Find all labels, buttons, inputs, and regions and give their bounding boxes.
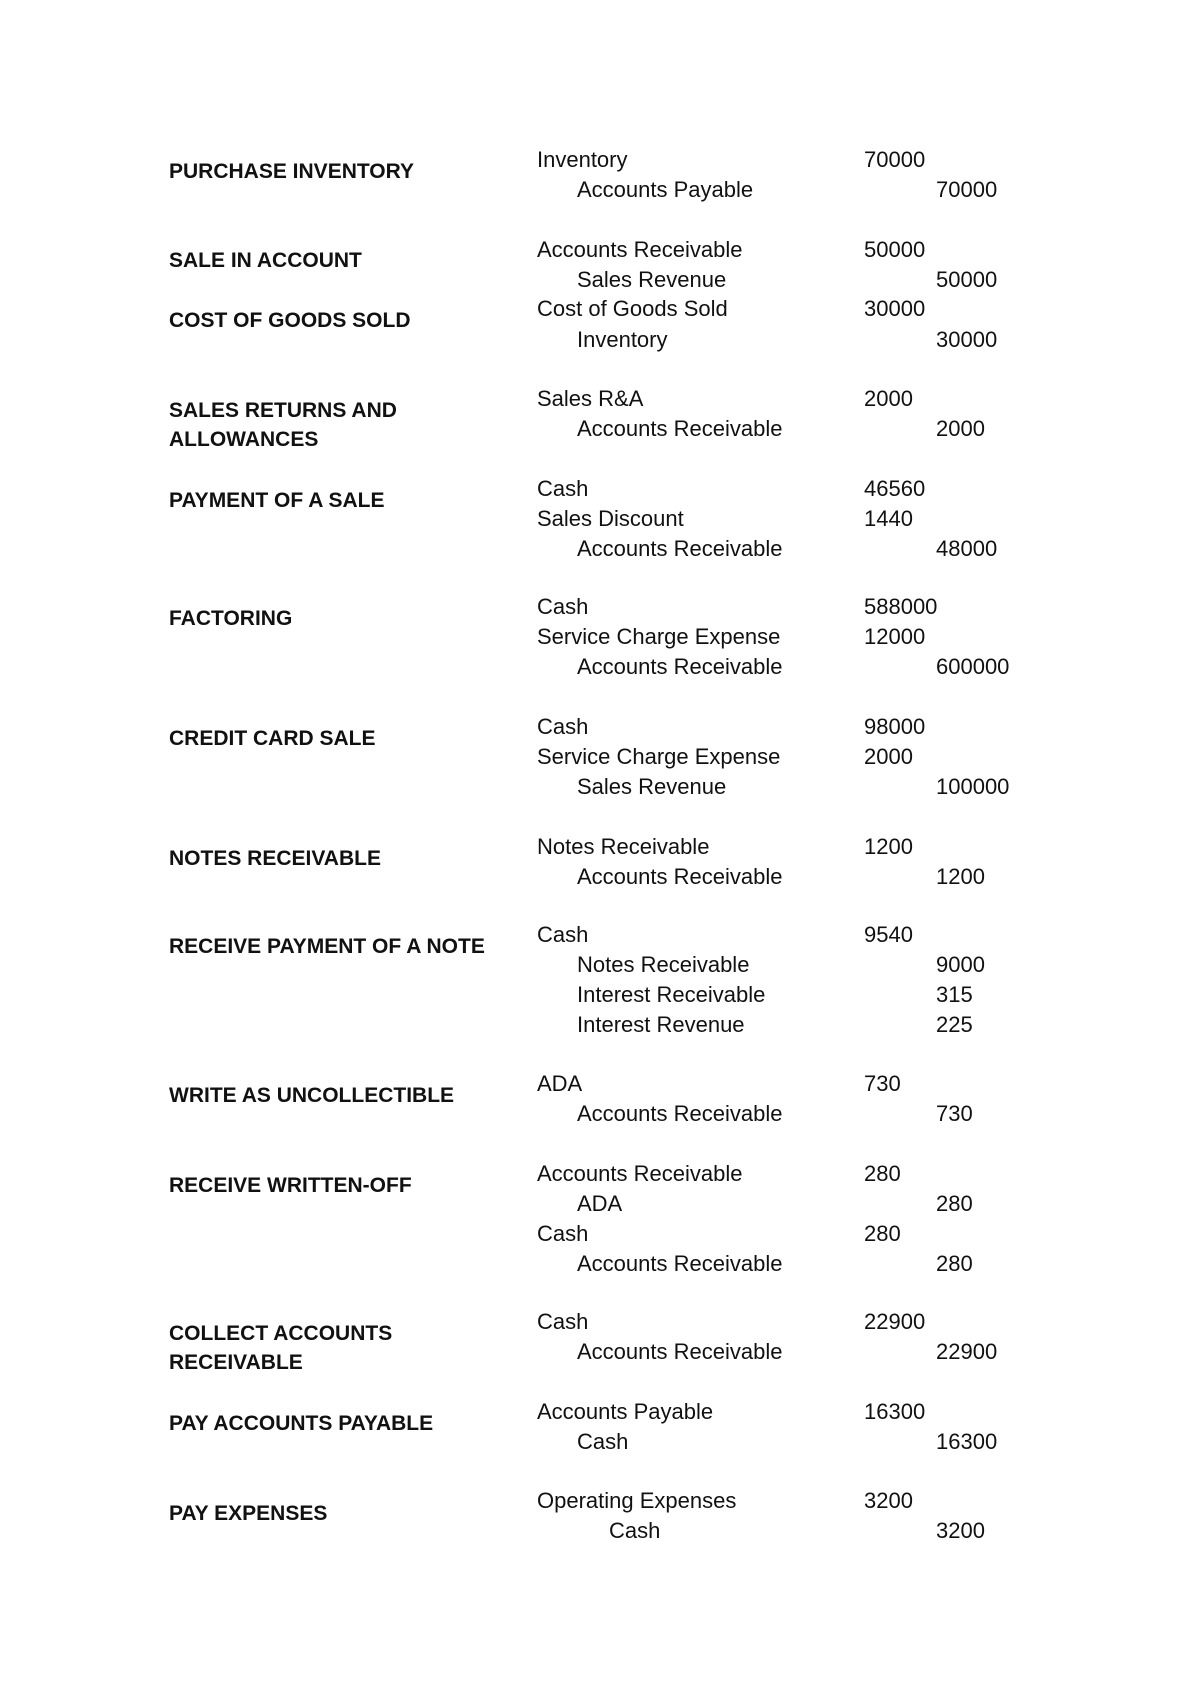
entry-title: SALES RETURNS AND ALLOWANCES bbox=[169, 399, 397, 451]
journal-line bbox=[0, 592, 1200, 622]
entry-title: NOTES RECEIVABLE bbox=[169, 847, 381, 870]
debit-amount: 30000 bbox=[864, 296, 926, 321]
debit-amount: 46560 bbox=[864, 476, 926, 501]
credit-amount: 730 bbox=[936, 1101, 973, 1126]
credit-amount: 280 bbox=[936, 1251, 973, 1276]
credit-account: Cash bbox=[577, 1429, 629, 1454]
journal-line bbox=[0, 622, 1200, 652]
entry-title: PURCHASE INVENTORY bbox=[169, 160, 415, 183]
credit-amount: 70000 bbox=[936, 177, 998, 202]
journal-line bbox=[0, 1219, 1200, 1249]
journal-line bbox=[0, 1069, 1200, 1099]
credit-amount: 1200 bbox=[936, 864, 985, 889]
journal-line bbox=[0, 652, 1200, 682]
credit-account: Sales Revenue bbox=[577, 774, 727, 799]
credit-account: Accounts Payable bbox=[577, 177, 754, 202]
entry-title: FACTORING bbox=[169, 607, 293, 630]
debit-account: Accounts Receivable bbox=[537, 237, 743, 262]
debit-account: Service Charge Expense bbox=[537, 624, 781, 649]
credit-amount: 100000 bbox=[936, 774, 1010, 799]
journal-line bbox=[0, 504, 1200, 534]
journal-line bbox=[0, 1427, 1200, 1457]
debit-account: Cost of Goods Sold bbox=[537, 296, 728, 321]
journal-line bbox=[0, 920, 1200, 950]
debit-account: Cash bbox=[537, 714, 589, 739]
debit-amount: 9540 bbox=[864, 922, 913, 947]
journal-line bbox=[0, 145, 1200, 175]
journal-line bbox=[0, 534, 1200, 564]
journal-line bbox=[0, 265, 1200, 295]
journal-line bbox=[0, 1159, 1200, 1189]
entry-title: RECEIVE WRITTEN-OFF bbox=[169, 1174, 412, 1197]
journal-line bbox=[0, 772, 1200, 802]
entry-title: CREDIT CARD SALE bbox=[169, 727, 376, 750]
debit-account: Cash bbox=[537, 922, 589, 947]
journal-line bbox=[0, 742, 1200, 772]
journal-line bbox=[0, 1516, 1200, 1546]
credit-amount: 50000 bbox=[936, 267, 998, 292]
entry-title: COST OF GOODS SOLD bbox=[169, 309, 411, 332]
credit-amount: 280 bbox=[936, 1191, 973, 1216]
credit-account: Accounts Receivable bbox=[577, 1251, 783, 1276]
journal-line bbox=[0, 474, 1200, 504]
credit-account: Accounts Receivable bbox=[577, 536, 783, 561]
credit-amount: 30000 bbox=[936, 327, 998, 352]
credit-account: ADA bbox=[577, 1191, 623, 1216]
credit-account: Interest Receivable bbox=[577, 982, 766, 1007]
credit-account: Accounts Receivable bbox=[577, 416, 783, 441]
journal-line bbox=[0, 712, 1200, 742]
journal-line bbox=[0, 1337, 1200, 1367]
debit-amount: 3200 bbox=[864, 1488, 913, 1513]
debit-account: Cash bbox=[537, 1221, 589, 1246]
debit-amount: 98000 bbox=[864, 714, 926, 739]
journal-line bbox=[0, 980, 1200, 1010]
credit-account: Accounts Receivable bbox=[577, 1101, 783, 1126]
debit-amount: 16300 bbox=[864, 1399, 926, 1424]
journal-line bbox=[0, 950, 1200, 980]
entry-title: COLLECT ACCOUNTS RECEIVABLE bbox=[169, 1322, 393, 1374]
journal-line bbox=[0, 1307, 1200, 1337]
entry-title: RECEIVE PAYMENT OF A NOTE bbox=[169, 935, 485, 958]
debit-account: Cash bbox=[537, 594, 589, 619]
credit-amount: 225 bbox=[936, 1012, 973, 1037]
debit-amount: 730 bbox=[864, 1071, 901, 1096]
credit-amount: 3200 bbox=[936, 1518, 985, 1543]
debit-account: Sales R&A bbox=[537, 386, 644, 411]
credit-account: Accounts Receivable bbox=[577, 1339, 783, 1364]
debit-amount: 280 bbox=[864, 1161, 901, 1186]
credit-amount: 9000 bbox=[936, 952, 985, 977]
debit-account: Cash bbox=[537, 476, 589, 501]
journal-line bbox=[0, 384, 1200, 414]
journal-line bbox=[0, 294, 1200, 324]
debit-account: Operating Expenses bbox=[537, 1488, 737, 1513]
debit-account: Sales Discount bbox=[537, 506, 684, 531]
credit-account: Sales Revenue bbox=[577, 267, 727, 292]
credit-account: Notes Receivable bbox=[577, 952, 750, 977]
journal-line bbox=[0, 414, 1200, 444]
credit-amount: 22900 bbox=[936, 1339, 998, 1364]
debit-amount: 1200 bbox=[864, 834, 913, 859]
debit-account: Accounts Receivable bbox=[537, 1161, 743, 1186]
credit-amount: 600000 bbox=[936, 654, 1010, 679]
entry-title: SALE IN ACCOUNT bbox=[169, 249, 362, 272]
journal-line bbox=[0, 1010, 1200, 1040]
journal-line bbox=[0, 1189, 1200, 1219]
credit-amount: 315 bbox=[936, 982, 973, 1007]
debit-account: Inventory bbox=[537, 147, 628, 172]
debit-account: Notes Receivable bbox=[537, 834, 710, 859]
debit-amount: 280 bbox=[864, 1221, 901, 1246]
debit-amount: 12000 bbox=[864, 624, 926, 649]
debit-amount: 50000 bbox=[864, 237, 926, 262]
debit-amount: 70000 bbox=[864, 147, 926, 172]
debit-account: ADA bbox=[537, 1071, 583, 1096]
credit-account: Cash bbox=[609, 1518, 661, 1543]
journal-line bbox=[0, 1397, 1200, 1427]
debit-amount: 22900 bbox=[864, 1309, 926, 1334]
entry-title: PAY ACCOUNTS PAYABLE bbox=[169, 1412, 434, 1435]
debit-amount: 588000 bbox=[864, 594, 938, 619]
journal-line bbox=[0, 832, 1200, 862]
credit-account: Inventory bbox=[577, 327, 668, 352]
journal-line bbox=[0, 235, 1200, 265]
credit-account: Interest Revenue bbox=[577, 1012, 745, 1037]
credit-amount: 2000 bbox=[936, 416, 985, 441]
debit-amount: 1440 bbox=[864, 506, 913, 531]
journal-line bbox=[0, 1099, 1200, 1129]
journal-line bbox=[0, 1249, 1200, 1279]
journal-line bbox=[0, 325, 1200, 355]
credit-account: Accounts Receivable bbox=[577, 654, 783, 679]
credit-amount: 48000 bbox=[936, 536, 998, 561]
debit-account: Cash bbox=[537, 1309, 589, 1334]
entry-title: WRITE AS UNCOLLECTIBLE bbox=[169, 1084, 455, 1107]
credit-amount: 16300 bbox=[936, 1429, 998, 1454]
entry-title: PAY EXPENSES bbox=[169, 1502, 328, 1525]
debit-amount: 2000 bbox=[864, 744, 913, 769]
entry-title: PAYMENT OF A SALE bbox=[169, 489, 385, 512]
debit-account: Service Charge Expense bbox=[537, 744, 781, 769]
journal-line bbox=[0, 862, 1200, 892]
debit-amount: 2000 bbox=[864, 386, 913, 411]
debit-account: Accounts Payable bbox=[537, 1399, 714, 1424]
credit-account: Accounts Receivable bbox=[577, 864, 783, 889]
journal-line bbox=[0, 1486, 1200, 1516]
journal-line bbox=[0, 175, 1200, 205]
